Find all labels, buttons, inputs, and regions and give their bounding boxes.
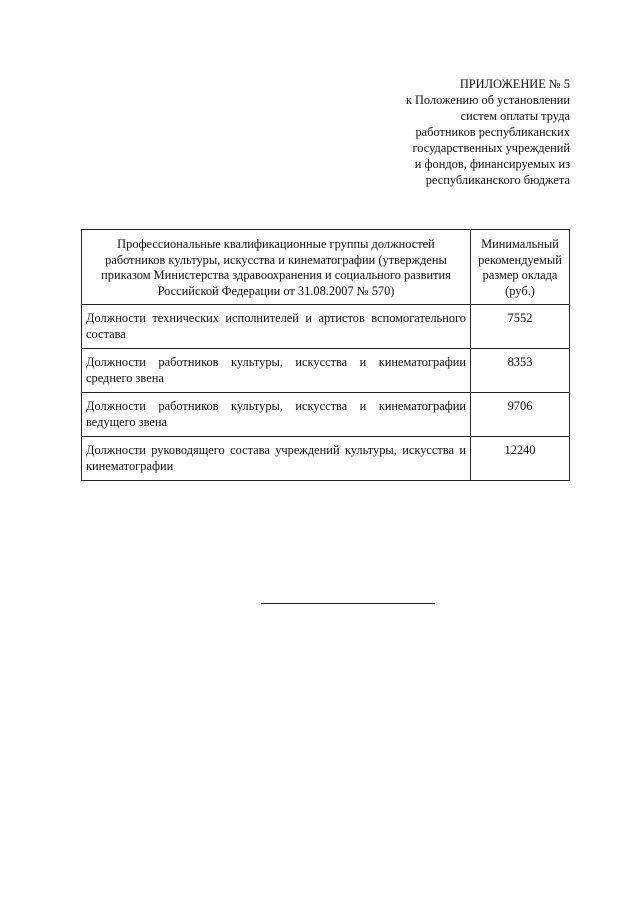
appendix-line: работников республиканских xyxy=(415,125,570,139)
qualification-group-cell: Должности работников культуры, искусства и кинематографии среднего звена xyxy=(82,349,471,393)
table-header-row xyxy=(82,230,570,305)
qualification-group-cell: Должности технических исполнителей и артистов вспомогательного состава xyxy=(82,305,471,349)
header-qualification-groups: Профессиональные квалификационные группы должностей работников культуры, искусства и кинематографии (утверждены приказом Министерства здравоохранения и социального развития Российской Федерации от 31.08.2007 № 570) xyxy=(82,230,471,305)
appendix-line: к Положению об установлении xyxy=(405,93,570,107)
table-row xyxy=(82,349,570,393)
salary-cell: 9706 xyxy=(471,393,570,437)
appendix-line: и фондов, финансируемых из xyxy=(414,157,570,171)
salary-cell: 12240 xyxy=(471,437,570,481)
closing-divider-line xyxy=(261,603,435,604)
qualification-group-cell: Должности руководящего состава учреждений культуры, искусства и кинематографии xyxy=(82,437,471,481)
table-row xyxy=(82,437,570,481)
appendix-line: государственных учреждений xyxy=(412,141,570,155)
appendix-title: ПРИЛОЖЕНИЕ № 5 xyxy=(459,77,570,91)
table-row xyxy=(82,393,570,437)
appendix-line: систем оплаты труда xyxy=(460,109,570,123)
header-minimum-salary: Минимальный рекомендуемый размер оклада (руб.) xyxy=(471,230,570,305)
appendix-line: республиканского бюджета xyxy=(425,173,570,187)
salary-cell: 7552 xyxy=(471,305,570,349)
salary-cell: 8353 xyxy=(471,349,570,393)
salary-table xyxy=(81,229,570,481)
table-row xyxy=(82,305,570,349)
qualification-group-cell: Должности работников культуры, искусства и кинематографии ведущего звена xyxy=(82,393,471,437)
appendix-header xyxy=(406,76,570,188)
